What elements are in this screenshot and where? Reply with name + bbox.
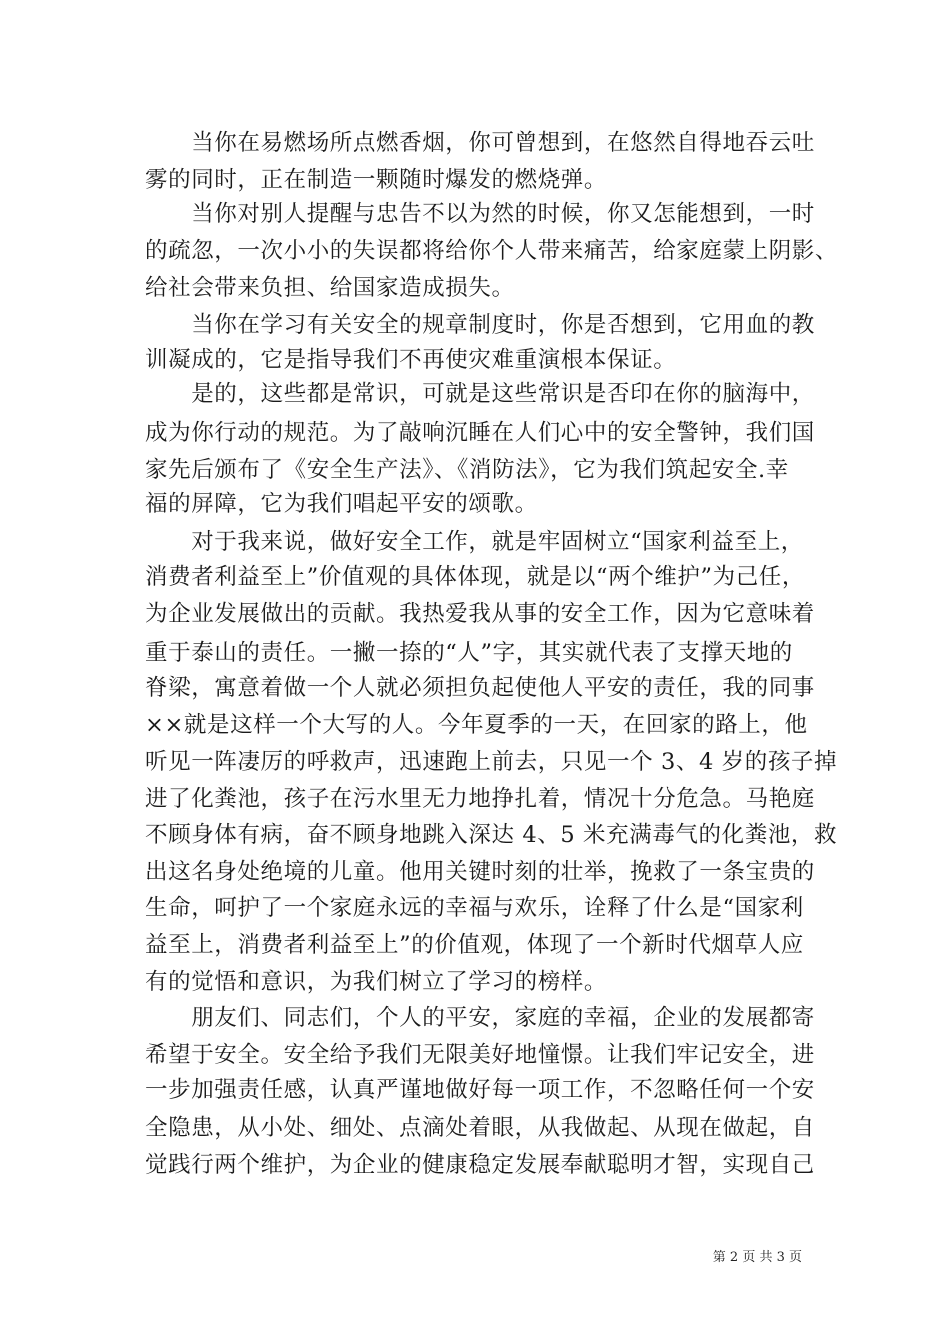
text-line: 成为你行动的规范。为了敲响沉睡在人们心中的安全警钟，我们国 (145, 420, 815, 446)
text-line: 脊梁，寓意着做一个人就必须担负起使他人平安的责任，我的同事 (145, 675, 815, 701)
text-line: 朋友们、同志们，个人的平安，家庭的幸福，企业的发展都寄 (145, 1005, 815, 1031)
text-line: 的疏忽，一次小小的失误都将给你个人带来痛苦，给家庭蒙上阴影、 (145, 238, 839, 264)
text-line: 当你在学习有关安全的规章制度时，你是否想到，它用血的教 (145, 312, 815, 338)
text-line: 听见一阵凄厉的呼救声，迅速跑上前去，只见一个 3、4 岁的孩子掉 (145, 749, 838, 775)
text-line: 福的屏障，它为我们唱起平安的颂歌。 (145, 491, 538, 517)
text-line: 益至上，消费者利益至上”的价值观，体现了一个新时代烟草人应 (145, 932, 804, 958)
text-line: 为企业发展做出的贡献。我热爱我从事的安全工作，因为它意味着 (145, 601, 815, 627)
text-line: 雾的同时，正在制造一颗随时爆发的燃烧弹。 (145, 167, 608, 193)
text-line: 一步加强责任感，认真严谨地做好每一项工作，不忽略任何一个安 (145, 1077, 815, 1103)
page-number: 第 2 页 共 3 页 (712, 1250, 802, 1265)
text-line: 训凝成的，它是指导我们不再使灾难重演根本保证。 (145, 347, 677, 373)
text-line: 重于泰山的责任。一撇一捺的“人”字，其实就代表了支撑天地的 (145, 640, 793, 666)
text-line: 出这名身处绝境的儿童。他用关键时刻的壮举，挽救了一条宝贵的 (145, 859, 815, 885)
text-line: 进了化粪池，孩子在污水里无力地挣扎着，情况十分危急。马艳庭 (145, 786, 815, 812)
text-line: 生命，呵护了一个家庭永远的幸福与欢乐，诠释了什么是“国家利 (145, 895, 804, 921)
text-line: ××就是这样一个大写的人。今年夏季的一天，在回家的路上，他 (145, 712, 808, 738)
text-line: 给社会带来负担、给国家造成损失。 (145, 275, 515, 301)
text-line: 对于我来说，做好安全工作，就是牢固树立“国家利益至上， (145, 529, 804, 555)
text-line: 不顾身体有病，奋不顾身地跳入深达 4、5 米充满毒气的化粪池，救 (145, 822, 838, 848)
text-line: 觉践行两个维护，为企业的健康稳定发展奉献聪明才智，实现自己 (145, 1152, 815, 1178)
text-line: 有的觉悟和意识，为我们树立了学习的榜样。 (145, 969, 608, 995)
text-line: 消费者利益至上”价值观的具体体现，就是以“两个维护”为己任， (145, 564, 806, 590)
text-line: 是的，这些都是常识，可就是这些常识是否印在你的脑海中， (145, 381, 815, 407)
text-line: 希望于安全。安全给予我们无限美好地憧憬。让我们牢记安全，进 (145, 1042, 815, 1068)
text-line: 全隐患，从小处、细处、点滴处着眼，从我做起、从现在做起，自 (145, 1115, 815, 1141)
text-line: 当你对别人提醒与忠告不以为然的时候，你又怎能想到，一时 (145, 201, 815, 227)
text-line: 当你在易燃场所点燃香烟，你可曾想到，在悠然自得地吞云吐 (145, 130, 815, 156)
text-line: 家先后颁布了《安全生产法》、《消防法》，它为我们筑起安全.幸 (145, 457, 789, 483)
